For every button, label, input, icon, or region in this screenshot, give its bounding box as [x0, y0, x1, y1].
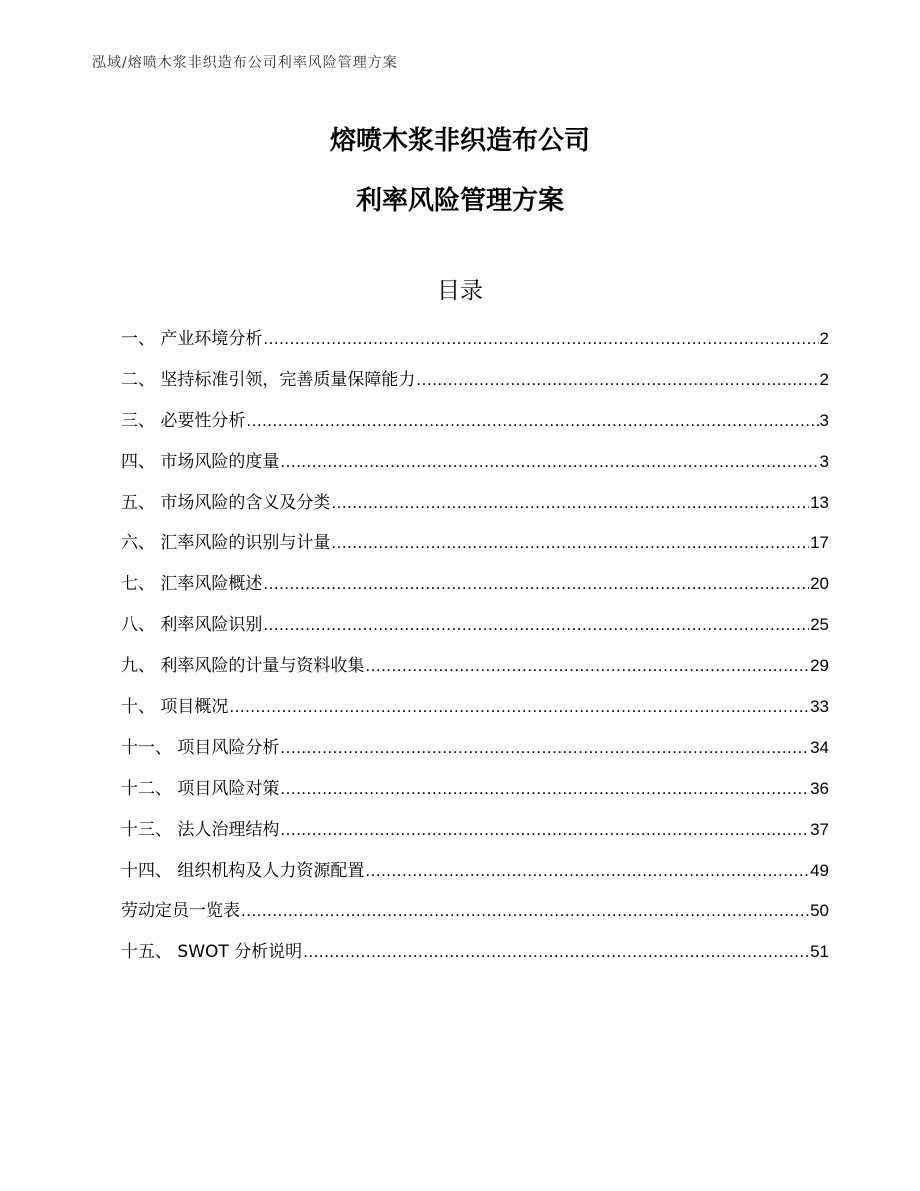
toc-entry-label: 十二、 项目风险对策: [121, 778, 280, 799]
document-title: 熔喷木浆非织造布公司: [329, 126, 590, 156]
toc-entry[interactable]: [121, 488, 829, 529]
toc-leader-dots: [365, 861, 809, 881]
document-subtitle: 利率风险管理方案: [355, 186, 564, 216]
toc-entry[interactable]: [121, 406, 829, 447]
toc-leader-dots: [229, 697, 809, 717]
toc-leader-dots: [280, 738, 809, 758]
toc-entry[interactable]: [121, 733, 829, 774]
toc-entry-page: 51: [810, 942, 829, 962]
toc-leader-dots: [263, 615, 809, 635]
toc-entry[interactable]: [121, 856, 829, 897]
toc-entry-page: 25: [810, 615, 829, 635]
toc-heading: 目录: [437, 278, 483, 304]
toc-entry-page: 37: [810, 819, 829, 839]
toc-entry[interactable]: [121, 528, 829, 569]
toc-leader-dots: [416, 370, 818, 390]
toc-leader-dots: [303, 942, 809, 962]
toc-leader-dots: [280, 452, 818, 472]
toc-leader-dots: [263, 329, 818, 349]
toc-entry-label: 十、 项目概况: [121, 697, 229, 718]
toc-entry-label: 十四、 组织机构及人力资源配置: [121, 860, 365, 881]
toc-leader-dots: [331, 493, 809, 513]
toc-entry-page: 49: [810, 860, 829, 880]
toc-entry-label: 九、 利率风险的计量与资料收集: [121, 656, 365, 677]
toc-entry-label: 十三、 法人治理结构: [121, 819, 280, 840]
toc-leader-dots: [241, 901, 809, 921]
toc-entry-page: 3: [819, 451, 829, 471]
toc-entry-label: 八、 利率风险识别: [121, 615, 263, 636]
toc-entry-label: 二、 坚持标准引领，完善质量保障能力: [121, 369, 416, 390]
toc-entry-page: 13: [810, 492, 829, 512]
toc-entry-label: 七、 汇率风险概述: [121, 574, 263, 595]
toc-entry[interactable]: [121, 324, 829, 365]
toc-entry-page: 20: [810, 574, 829, 594]
toc-entry[interactable]: [121, 815, 829, 856]
toc-entry-page: 33: [810, 697, 829, 717]
toc-entry[interactable]: [121, 774, 829, 815]
toc-entry[interactable]: [121, 365, 829, 406]
toc-leader-dots: [331, 533, 809, 553]
toc-entry-label: 四、 市场风险的度量: [121, 451, 280, 472]
toc-leader-dots: [263, 574, 809, 594]
running-header: 泓域/熔喷木浆非织造布公司利率风险管理方案: [92, 55, 398, 71]
toc-entry[interactable]: [121, 447, 829, 488]
toc-entry[interactable]: [121, 692, 829, 733]
toc-entry-label: 五、 市场风险的含义及分类: [121, 492, 331, 513]
toc-entry-label: 一、 产业环境分析: [121, 329, 263, 349]
toc-leader-dots: [246, 411, 818, 431]
toc-leader-dots: [280, 779, 809, 799]
toc-entry-label: 十五、 SWOT 分析说明: [121, 942, 303, 963]
toc-entry[interactable]: [121, 610, 829, 651]
toc-entry[interactable]: [121, 569, 829, 610]
toc-entry-label: 六、 汇率风险的识别与计量: [121, 533, 331, 554]
toc-entry[interactable]: [121, 896, 829, 937]
toc-entry-page: 2: [819, 369, 829, 389]
toc-leader-dots: [280, 820, 809, 840]
toc-entry-page: 50: [810, 901, 829, 921]
table-of-contents: [121, 324, 829, 978]
toc-leader-dots: [365, 656, 809, 676]
toc-entry-page: 17: [810, 533, 829, 553]
toc-entry-page: 2: [819, 329, 829, 348]
toc-entry-page: 34: [810, 737, 829, 757]
toc-entry-label: 十一、 项目风险分析: [121, 737, 280, 758]
toc-entry[interactable]: [121, 937, 829, 978]
toc-entry-page: 36: [810, 778, 829, 798]
toc-entry[interactable]: [121, 651, 829, 692]
toc-entry-page: 29: [810, 656, 829, 676]
toc-entry-label: 三、 必要性分析: [121, 410, 246, 431]
toc-entry-page: 3: [819, 410, 829, 430]
toc-entry-label: 劳动定员一览表: [121, 901, 240, 922]
